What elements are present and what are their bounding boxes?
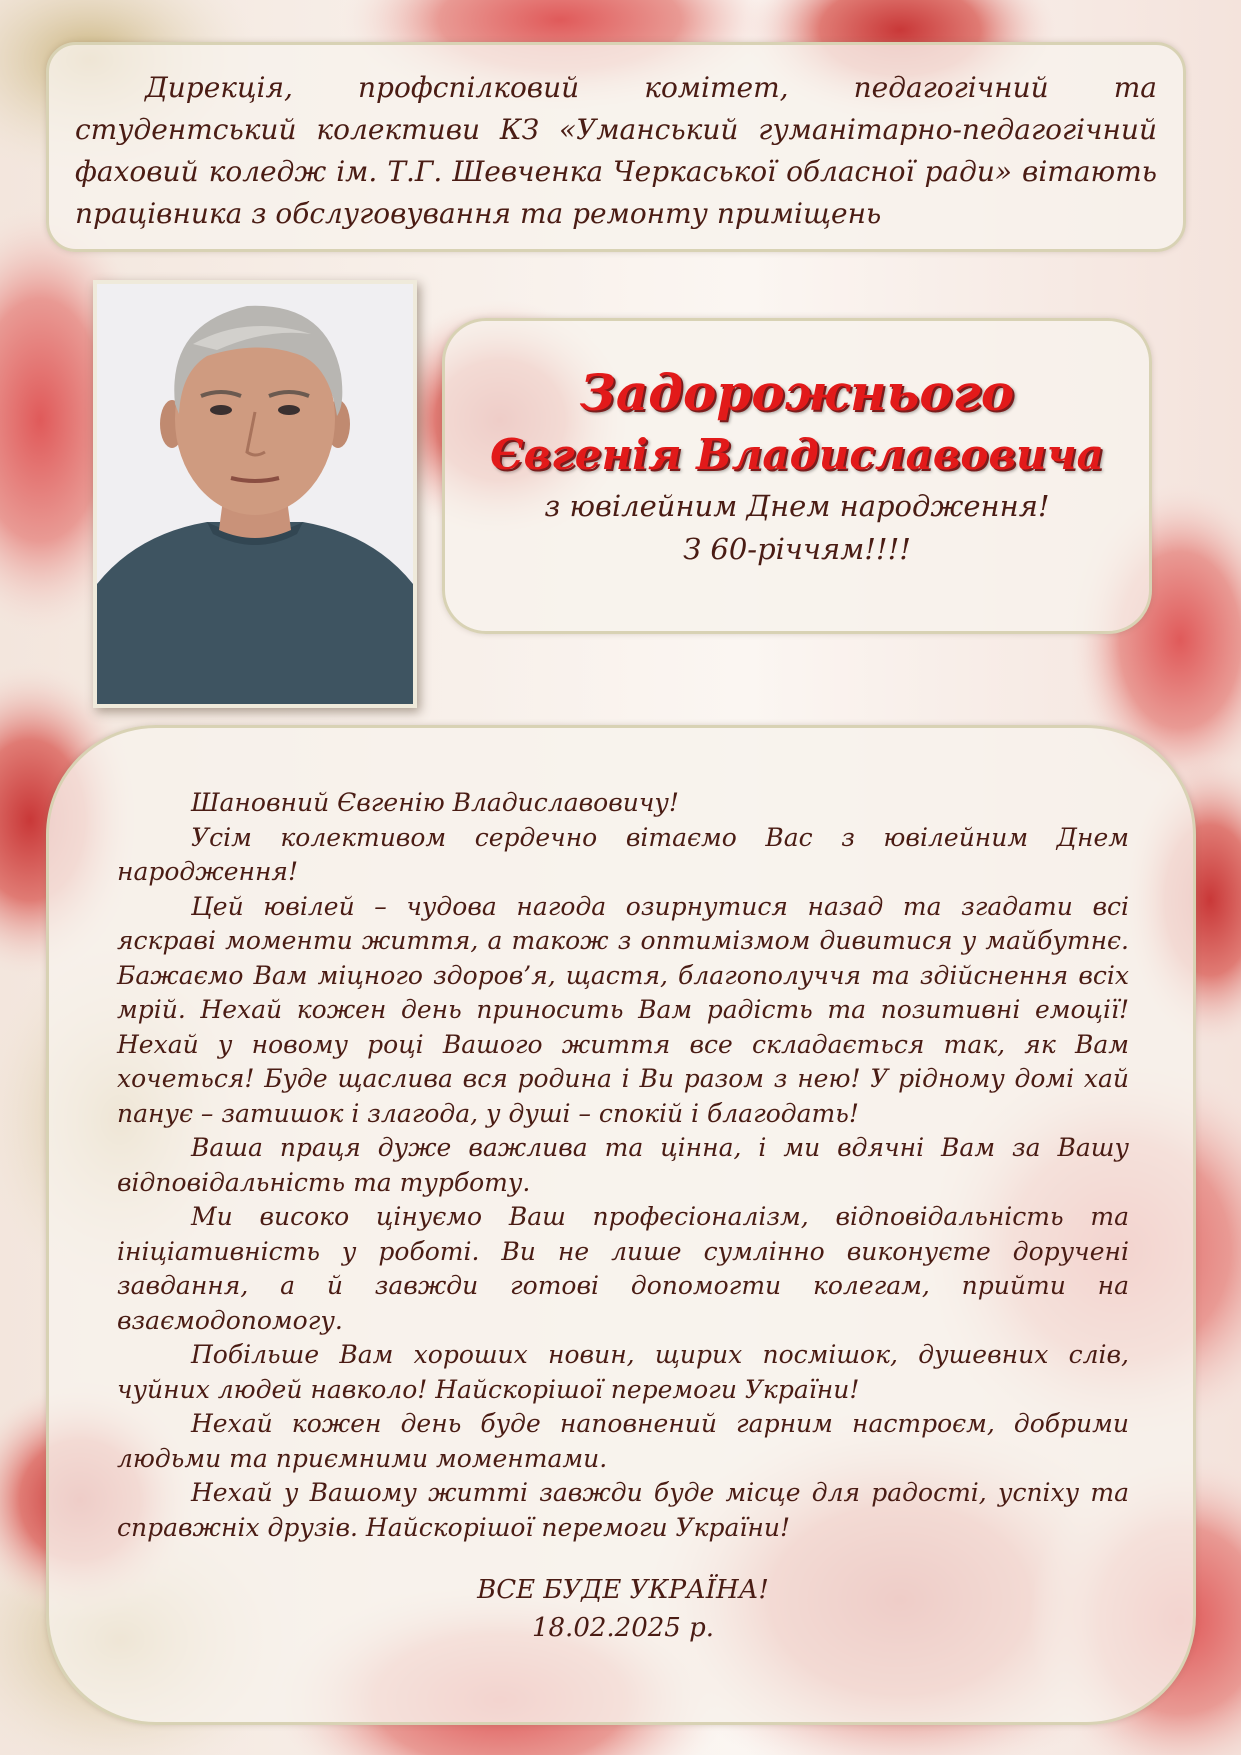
occasion-line: з ювілейним Днем народження! bbox=[544, 489, 1050, 523]
letter-paragraph: Усім колективом сердечно вітаємо Вас з ювілейним Днем народження! bbox=[117, 822, 1129, 886]
letter-paragraph: Нехай у Вашому житті завжди буде місце для радості, успіху та справжніх друзів. Найскорішої перемоги України! bbox=[117, 1478, 1129, 1542]
letter-date: 18.02.2025 р. bbox=[531, 1613, 715, 1643]
salutation: Шановний Євгенію Владиславовичу! bbox=[191, 788, 679, 817]
intro-text: Дирекція, профспілковий комітет, педагогічний та студентський колективи КЗ «Уманський гуманітарно-педагогічний фаховий коледж ім. Т.Г. Шевченка Черкаської обласної ради» вітають працівника з обслуговування та ремонту приміщень bbox=[75, 71, 1157, 230]
honoree-surname: Задорожнього bbox=[579, 363, 1015, 422]
letter-paragraph: Ваша праця дуже важлива та цінна, і ми вдячні Вам за Вашу відповідальність та турботу. bbox=[117, 1133, 1129, 1197]
intro-panel bbox=[46, 42, 1186, 252]
letter-paragraph: Цей ювілей – чудова нагода озирнутися назад та згадати всі яскраві моменти життя, а також з оптимізмом дивитися у майбутнє. Бажаємо Вам міцного здоров’я, щастя, благополуччя та здійснення всіх мрій. Нехай кожен день приносить Вам радість та позитивні емоції! Нехай у новому році Вашого життя все складається так, як Вам хочеться! Буде щаслива вся родина і Ви разом з нею! У рідному домі хай панує – затишок і злагода, у душі – спокій і благодать! bbox=[117, 891, 1129, 1128]
honoree-given-names: Євгенія Владиславовича bbox=[490, 430, 1104, 479]
closing-slogan: ВСЕ БУДЕ УКРАЇНА! bbox=[477, 1575, 769, 1605]
letter-paragraph: Нехай кожен день буде наповнений гарним настроєм, добрими людьми та приємними моментами. bbox=[117, 1409, 1129, 1473]
closing-block bbox=[117, 1571, 1129, 1647]
letter-paragraph: Ми високо цінуємо Ваш професіоналізм, відповідальність та ініціативність у роботі. Ви не лише сумлінно виконуєте доручені завдання, а й завжди готові допомогти колегам, прийти на взаємодопомогу. bbox=[117, 1202, 1129, 1335]
letter-paragraph: Побільше Вам хороших новин, щирих посмішок, душевних слів, чуйних людей навколо! Найскорішої перемоги України! bbox=[117, 1340, 1129, 1404]
anniversary-line: З 60-річчям!!!! bbox=[683, 532, 911, 566]
letter-panel bbox=[46, 725, 1196, 1725]
portrait-photo bbox=[93, 280, 417, 708]
honoree-panel bbox=[442, 318, 1152, 634]
